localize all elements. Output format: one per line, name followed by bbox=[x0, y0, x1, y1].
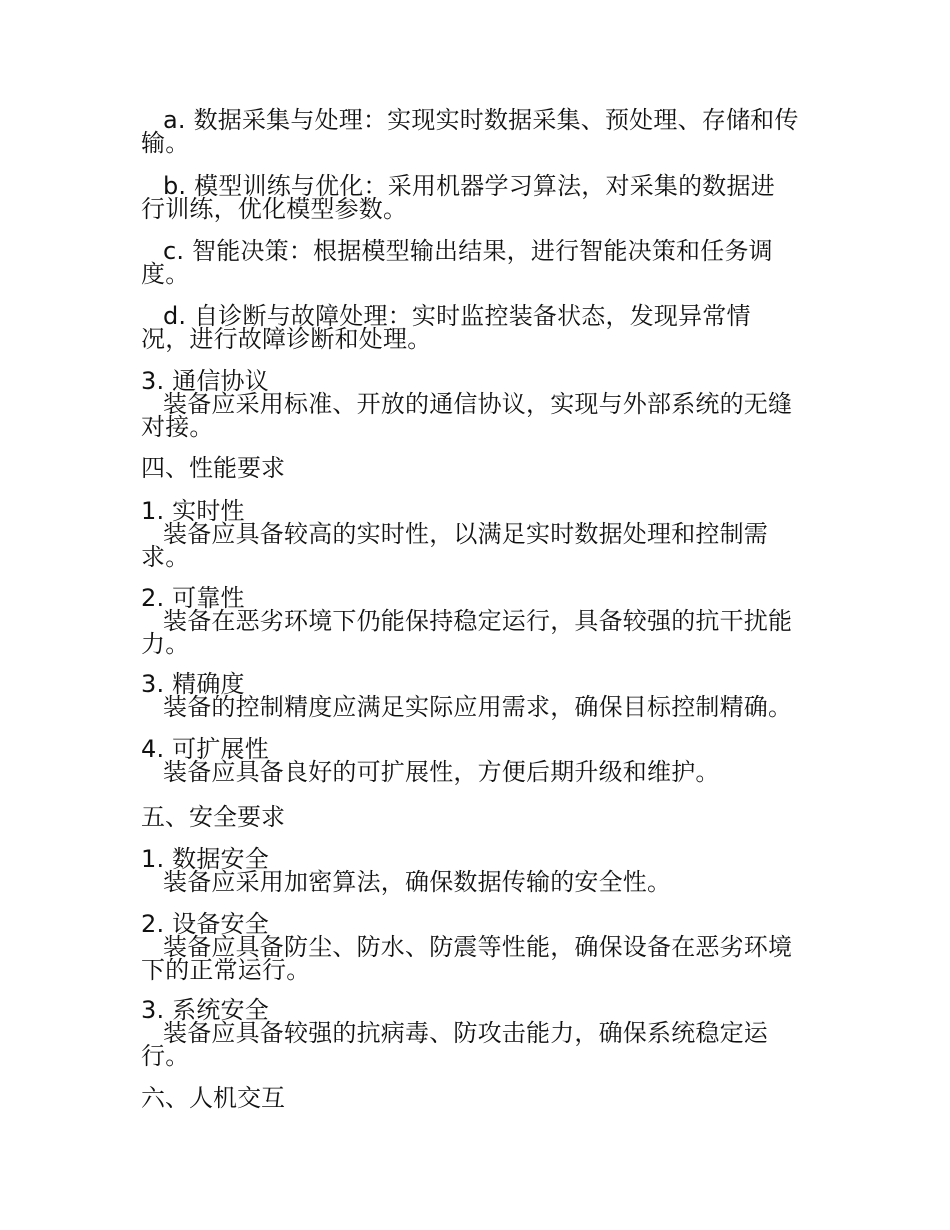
section-5-heading: 五、安全要求 bbox=[141, 803, 285, 831]
performance-scalability bbox=[141, 735, 821, 786]
scalability-line-1: 装备应具备良好的可扩展性，方便后期升级和维护。 bbox=[163, 758, 720, 786]
item-a-line-1: a. 数据采集与处理：实现实时数据采集、预处理、存储和传 bbox=[163, 106, 799, 134]
realtime-line-1: 装备应具备较高的实时性，以满足实时数据处理和控制需 bbox=[163, 520, 768, 548]
item-c-smart-decision bbox=[141, 237, 821, 288]
performance-realtime bbox=[141, 497, 821, 571]
precision-line-1: 装备的控制精度应满足实际应用需求，确保目标控制精确。 bbox=[163, 693, 793, 721]
item-c-line-1: c. 智能决策：根据模型输出结果，进行智能决策和任务调 bbox=[163, 237, 773, 265]
system-security-title: 3. 系统安全 bbox=[141, 996, 269, 1024]
item-a-line-2: 输。 bbox=[141, 129, 190, 157]
reliability-line-1: 装备在恶劣环境下仍能保持稳定运行，具备较强的抗干扰能 bbox=[163, 607, 793, 635]
security-data bbox=[141, 845, 821, 896]
system-security-line-1: 装备应具备较强的抗病毒、防攻击能力，确保系统稳定运 bbox=[163, 1019, 768, 1047]
item-d-self-diagnosis bbox=[141, 302, 821, 353]
device-security-line-2: 下的正常运行。 bbox=[141, 956, 311, 984]
item-d-line-2: 况，进行故障诊断和处理。 bbox=[141, 325, 432, 353]
communication-protocol-line-2: 对接。 bbox=[141, 413, 214, 441]
precision-title: 3. 精确度 bbox=[141, 670, 245, 698]
item-a-data-collection bbox=[141, 106, 821, 157]
reliability-title: 2. 可靠性 bbox=[141, 584, 245, 612]
data-security-title: 1. 数据安全 bbox=[141, 845, 269, 873]
section-4-heading: 四、性能要求 bbox=[141, 454, 285, 482]
security-system bbox=[141, 996, 821, 1070]
data-security-line-1: 装备应采用加密算法，确保数据传输的安全性。 bbox=[163, 868, 672, 896]
item-b-line-1: b. 模型训练与优化：采用机器学习算法，对采集的数据进 bbox=[163, 172, 775, 200]
performance-reliability bbox=[141, 584, 821, 658]
item-b-model-training bbox=[141, 172, 821, 223]
item-b-line-2: 行训练，优化模型参数。 bbox=[141, 195, 408, 223]
reliability-line-2: 力。 bbox=[141, 630, 190, 658]
item-d-line-1: d. 自诊断与故障处理：实时监控装备状态，发现异常情 bbox=[163, 302, 751, 330]
communication-protocol-title: 3. 通信协议 bbox=[141, 367, 269, 395]
realtime-line-2: 求。 bbox=[141, 543, 190, 571]
device-security-line-1: 装备应具备防尘、防水、防震等性能，确保设备在恶劣环境 bbox=[163, 933, 793, 961]
system-security-line-2: 行。 bbox=[141, 1042, 190, 1070]
scalability-title: 4. 可扩展性 bbox=[141, 735, 269, 763]
performance-precision bbox=[141, 670, 821, 721]
realtime-title: 1. 实时性 bbox=[141, 497, 245, 525]
communication-protocol-line-1: 装备应采用标准、开放的通信协议，实现与外部系统的无缝 bbox=[163, 390, 793, 418]
security-device bbox=[141, 910, 821, 984]
item-c-line-2: 度。 bbox=[141, 260, 190, 288]
communication-protocol bbox=[141, 367, 821, 441]
device-security-title: 2. 设备安全 bbox=[141, 910, 269, 938]
section-6-heading: 六、人机交互 bbox=[141, 1084, 285, 1112]
